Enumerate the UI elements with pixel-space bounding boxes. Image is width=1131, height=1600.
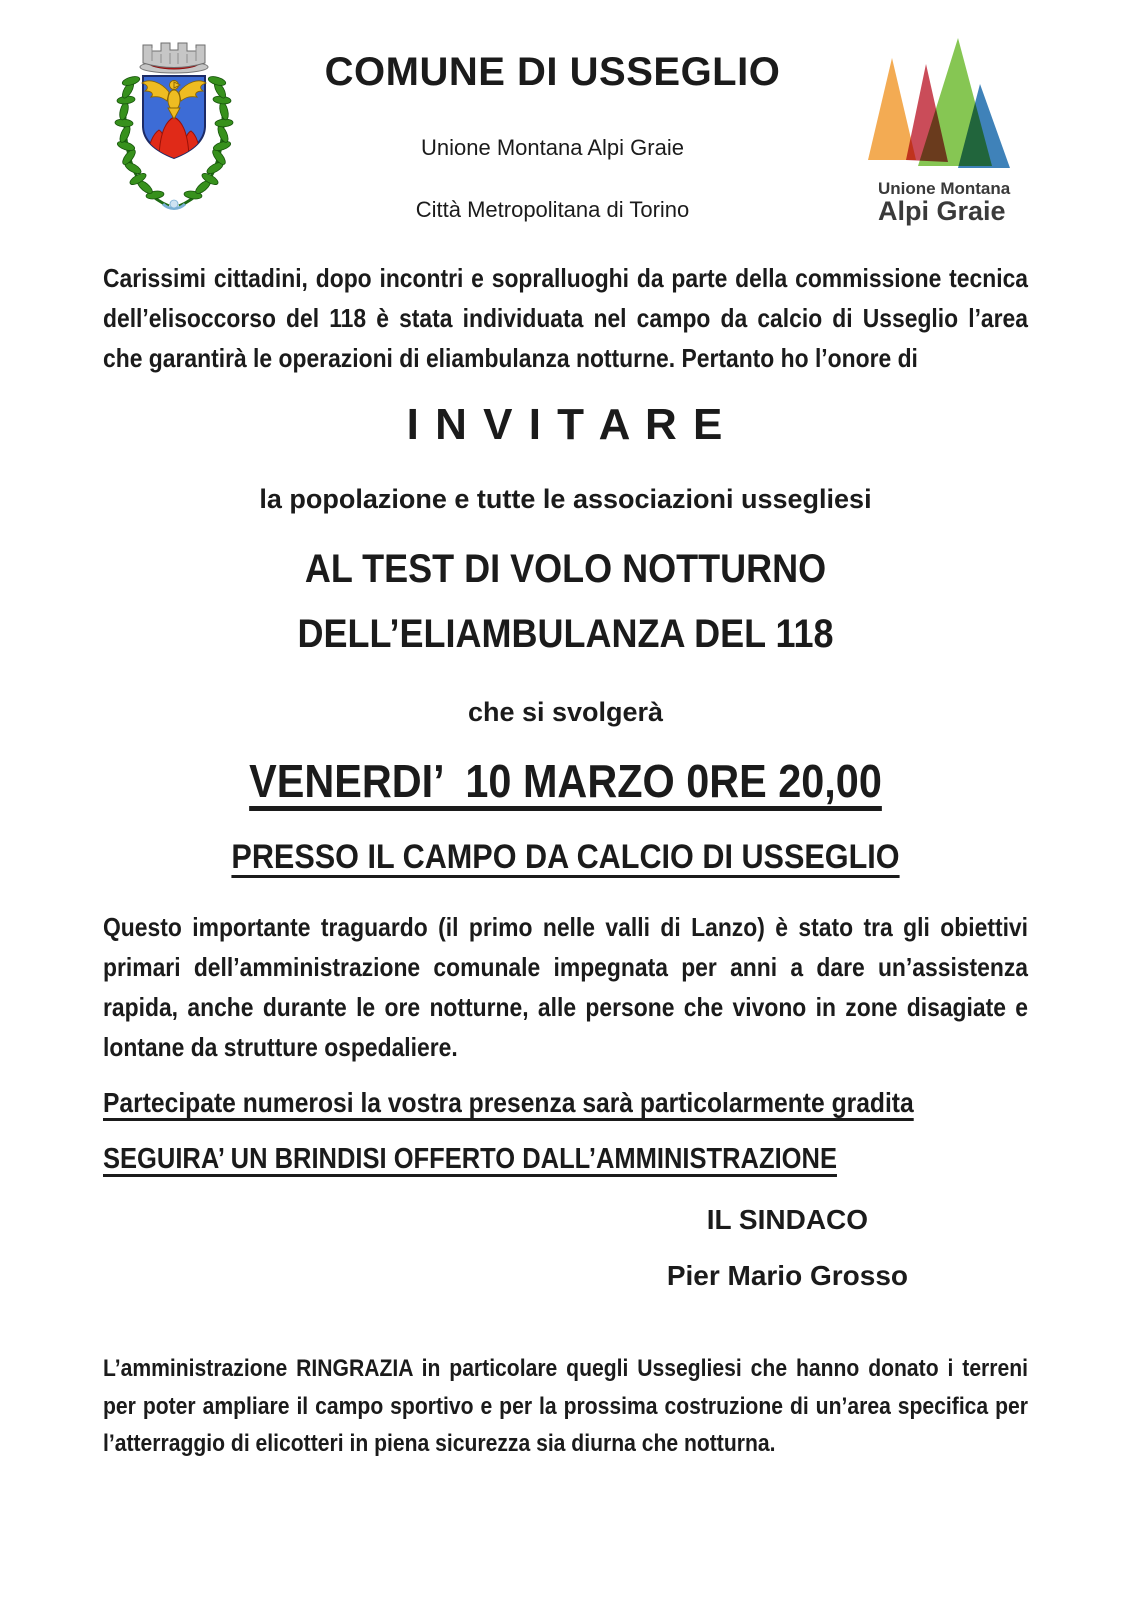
signature-name: Pier Mario Grosso — [666, 1260, 908, 1292]
signature-role: IL SINDACO — [706, 1204, 869, 1236]
municipal-coat-of-arms-icon — [107, 34, 241, 216]
alpi-graie-logo — [864, 34, 1032, 230]
toast-line: SEGUIRA’ UN BRINDISI OFFERTO DALL’AMMINISTRAZIONE — [103, 1143, 837, 1176]
logo-text-line2: Alpi Graie — [878, 196, 1006, 226]
achievement-paragraph: Questo importante traguardo (il primo nelle valli di Lanzo) è stato tra gli obiettivi primari dell’amministrazione comunale impegnata per anni a dare un’assistenza rapida, anche durante le ore notturne, alle persone che vivono in zone disagiate e lontane da strutture ospedaliere. — [103, 912, 1029, 1063]
event-location: PRESSO IL CAMPO DA CALCIO DI USSEGLIO — [231, 838, 900, 877]
mural-crown-icon — [140, 43, 208, 73]
event-date: VENERDI’ 10 MARZO 0RE 20,00 — [249, 755, 882, 808]
page-title: COMUNE DI USSEGLIO — [324, 50, 781, 94]
participate-line: Partecipate numerosi la vostra presenza sarà particolarmente gradita — [103, 1087, 914, 1119]
logo-text-line1: Unione Montana — [878, 179, 1011, 198]
shield-icon — [142, 76, 206, 158]
intro-paragraph: Carissimi cittadini, dopo incontri e sopralluoghi da parte della commissione tecnica dell’elisoccorso del 118 è stata individuata nel campo da calcio di Usseglio l’area che garantirà le operazioni di eliambulanza notturne. Pertanto ho l’onore di — [103, 263, 1029, 374]
document-header — [103, 34, 1028, 230]
header-titles — [241, 34, 864, 223]
subtitle-city: Città Metropolitana di Torino — [415, 197, 690, 222]
event-title-line1: AL TEST DI VOLO NOTTURNO — [304, 547, 827, 592]
invite-subject: la popolazione e tutte le associazioni ussegliesi — [259, 484, 872, 515]
invite-heading: I N V I T A R E — [406, 400, 725, 450]
thanks-paragraph: L’amministrazione RINGRAZIA in particolare quegli Ussegliesi che hanno donato i terreni per poter ampliare il campo sportivo e per la prossima costruzione di un’area specifica per l’atterraggio di elicotteri in piena sicurezza sia diurna che notturna. — [103, 1355, 1029, 1458]
event-title-line2: DELL’ELIAMBULANZA DEL 118 — [297, 612, 834, 657]
mountain-orange-icon — [868, 58, 916, 160]
subtitle-union: Unione Montana Alpi Graie — [421, 135, 684, 160]
signature-block — [667, 1204, 908, 1292]
schedule-intro: che si svolgerà — [467, 697, 664, 728]
